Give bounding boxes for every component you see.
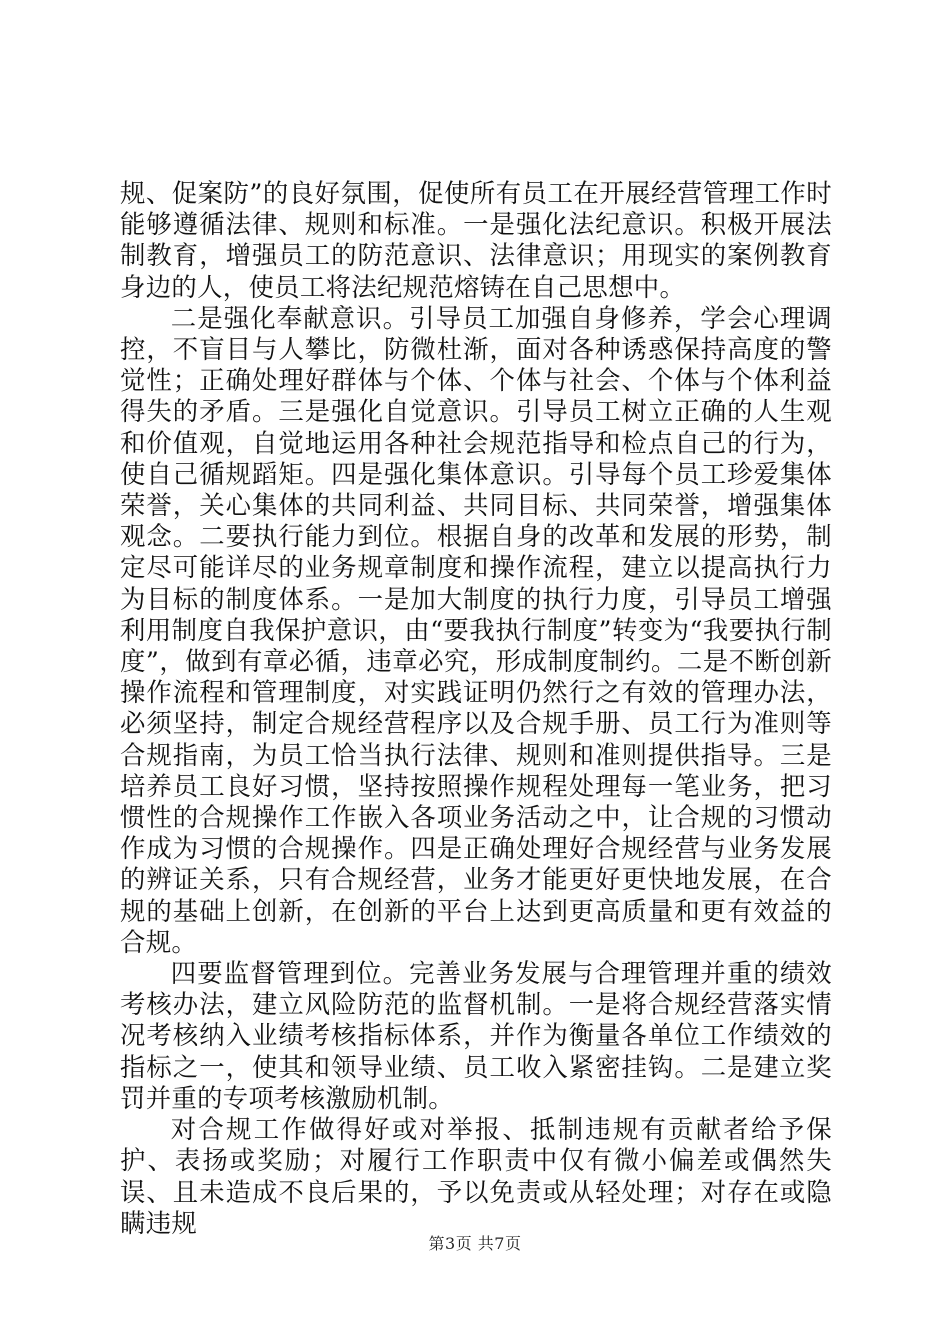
paragraph-4: 对合规工作做得好或对举报、抵制违规有贡献者给予保护、表扬或奖励；对履行工作职责中仅有微小偏差或偶然失误、且未造成不良后果的，予以免责或从轻处理；对存在或隐瞒违规 xyxy=(120,1114,832,1238)
page-number-footer: 第3页 共7页 xyxy=(428,1234,522,1253)
paragraph-2: 二是强化奉献意识。引导员工加强自身修养，学会心理调控，不盲目与人攀比，防微杜渐，面对各种诱惑保持高度的警觉性；正确处理好群体与个体、个体与社会、个体与个体利益得失的矛盾。三是强化自觉意识。引导员工树立正确的人生观和价值观，自觉地运用各种社会规范指导和检点自己的行为，使自己循规蹈矩。四是强化集体意识。引导每个员工珍爱集体荣誉，关心集体的共同利益、共同目标、共同荣誉，增强集体观念。二要执行能力到位。根据自身的改革和发展的形势，制定尽可能详尽的业务规章制度和操作流程，建立以提高执行力为目标的制度体系。一是加大制度的执行力度，引导员工增强利用制度自我保护意识，由“要我执行制度”转变为“我要执行制度”，做到有章必循，违章必究，形成制度制约。二是不断创新操作流程和管理制度，对实践证明仍然行之有效的管理办法，必须坚持，制定合规经营程序以及合规手册、员工行为准则等合规指南，为员工恰当执行法律、规则和准则提供指导。三是培养员工良好习惯，坚持按照操作规程处理每一笔业务，把习惯性的合规操作工作嵌入各项业务活动之中，让合规的习惯动作成为习惯的合规操作。四是正确处理好合规经营与业务发展的辨证关系，只有合规经营，业务才能更好更快地发展，在合规的基础上创新，在创新的平台上达到更高质量和更有效益的合规。 xyxy=(120,302,832,957)
document-body xyxy=(120,178,832,1239)
paragraph-3: 四要监督管理到位。完善业务发展与合理管理并重的绩效考核办法，建立风险防范的监督机制。一是将合规经营落实情况考核纳入业绩考核指标体系，并作为衡量各单位工作绩效的指标之一，使其和领导业绩、员工收入紧密挂钩。二是建立奖罚并重的专项考核激励机制。 xyxy=(120,958,832,1113)
paragraph-1: 规、促案防”的良好氛围，促使所有员工在开展经营管理工作时能够遵循法律、规则和标准。一是强化法纪意识。积极开展法制教育，增强员工的防范意识、法律意识；用现实的案例教育身边的人，使员工将法纪规范熔铸在自己思想中。 xyxy=(120,178,832,302)
